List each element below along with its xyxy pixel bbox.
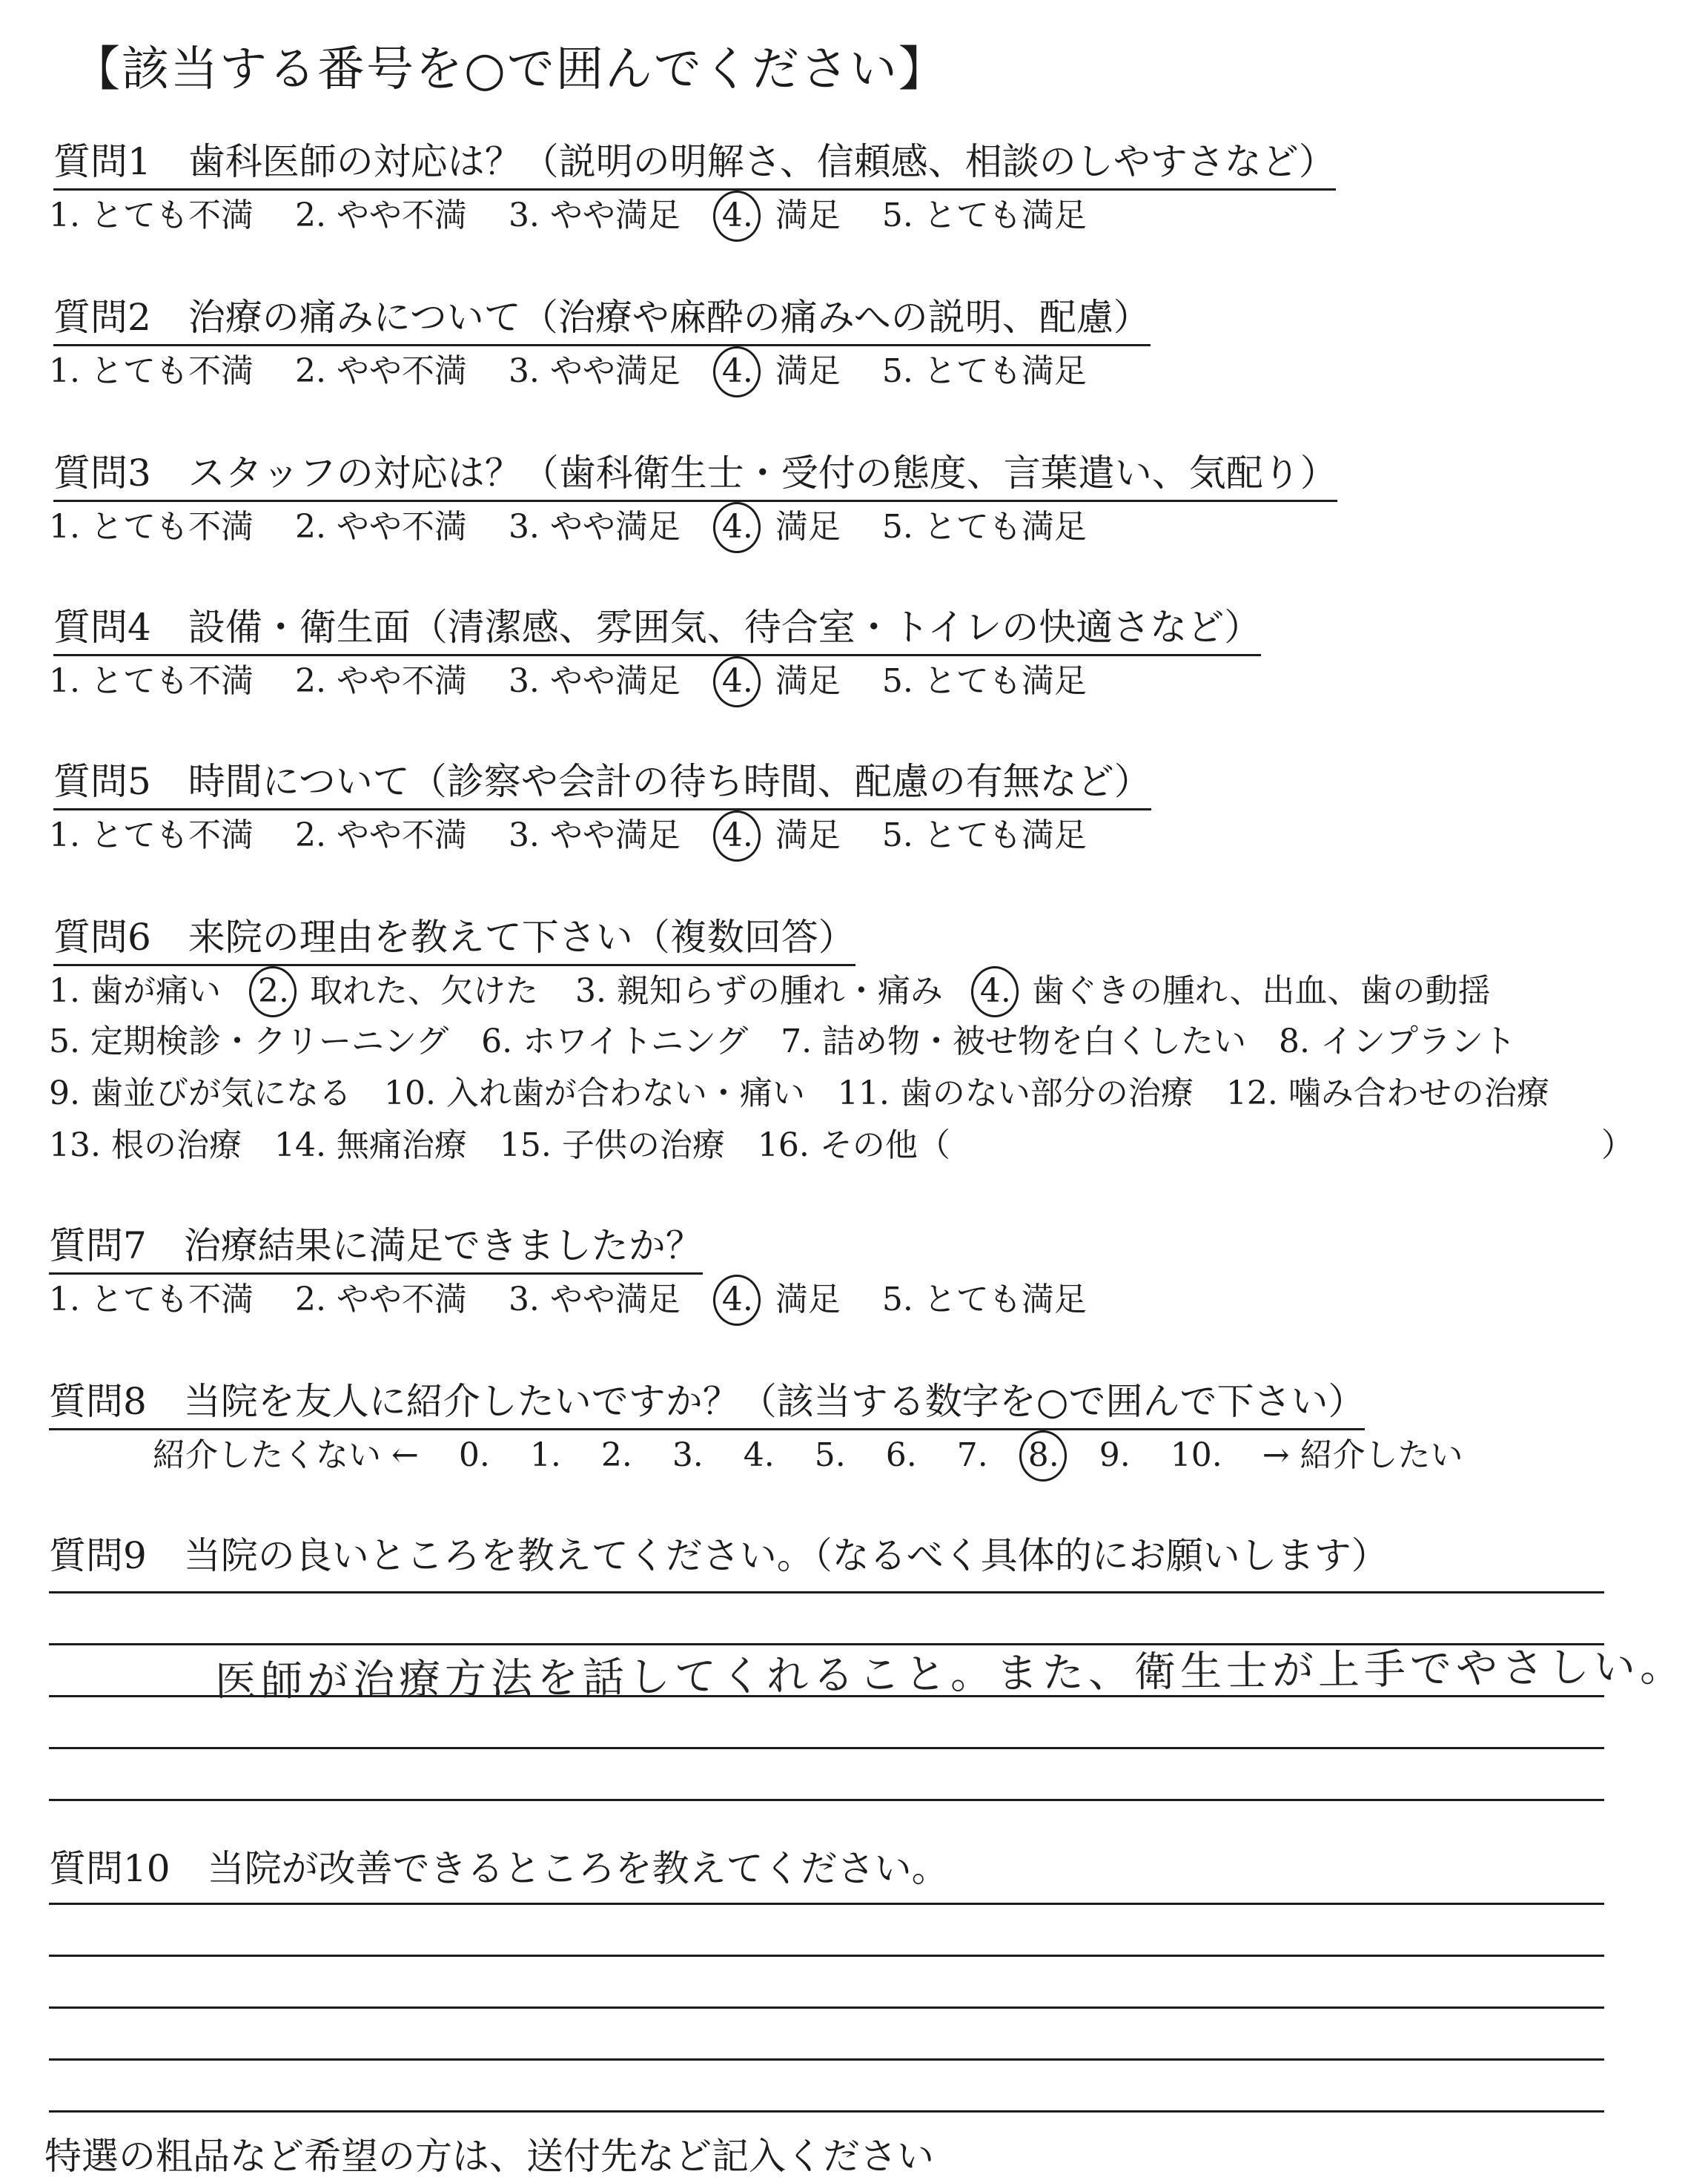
reason-3[interactable]: 3. 親知らずの腫れ・痛み [575, 972, 943, 1010]
option-1[interactable]: 1. とても不満 [49, 816, 254, 854]
score-0[interactable]: 0. [458, 1436, 490, 1474]
option-2[interactable]: 2. やや不満 [294, 662, 467, 700]
reason-4-circled[interactable]: 4. [979, 972, 1011, 1010]
reason-1[interactable]: 1. 歯が痛い [49, 972, 221, 1010]
answer-line [49, 1955, 1604, 1957]
answer-line [49, 1799, 1604, 1801]
option-5[interactable]: 5. とても満足 [881, 662, 1087, 700]
question-6-options-row-3[interactable]: 9. 歯並びが気になる 10. 入れ歯が合わない・痛い 11. 歯のない部分の治療 12. 噛み合わせの治療 [49, 1074, 1549, 1112]
option-4-label: 満足 [775, 508, 841, 546]
question-5-title: 質問5 時間について（診察や会計の待ち時間、配慮の有無など） [53, 752, 1151, 810]
option-3[interactable]: 3. やや満足 [508, 662, 681, 700]
option-4-label: 満足 [775, 662, 841, 700]
answer-line [49, 1591, 1604, 1593]
answer-line [49, 1747, 1604, 1749]
option-1[interactable]: 1. とても不満 [49, 352, 254, 390]
score-5[interactable]: 5. [814, 1436, 846, 1474]
option-1[interactable]: 1. とても不満 [49, 1281, 254, 1318]
answer-line [49, 1903, 1604, 1905]
question-9-title: 質問9 当院の良いところを教えてください。（なるべく具体的にお願いします） [49, 1534, 1388, 1577]
scale-left-label: 紹介したくない ← [153, 1436, 419, 1474]
option-4-circled[interactable]: 4. [721, 1281, 753, 1318]
option-3[interactable]: 3. やや満足 [508, 508, 681, 546]
question-4-options [49, 654, 1087, 701]
option-5[interactable]: 5. とても満足 [881, 352, 1087, 390]
reason-4-label: 歯ぐきの腫れ、出血、歯の動揺 [1031, 972, 1491, 1010]
question-7-options [49, 1272, 1087, 1320]
option-5[interactable]: 5. とても満足 [881, 196, 1087, 234]
answer-line [49, 2006, 1604, 2009]
score-1[interactable]: 1. [529, 1436, 561, 1474]
option-4-label: 満足 [775, 1281, 841, 1318]
option-4-circled[interactable]: 4. [721, 662, 753, 700]
question-6-options-row-2[interactable]: 5. 定期検診・クリーニング 6. ホワイトニング 7. 詰め物・被せ物を白くしたい 8. インプラント [49, 1023, 1517, 1060]
option-5[interactable]: 5. とても満足 [881, 1281, 1087, 1318]
answer-line [49, 2110, 1604, 2113]
option-5[interactable]: 5. とても満足 [881, 508, 1087, 546]
question-6-other-close: ） [1601, 1126, 1634, 1164]
question-4-title: 質問4 設備・衛生面（清潔感、雰囲気、待合室・トイレの快適さなど） [53, 598, 1261, 656]
option-4-circled[interactable]: 4. [721, 352, 753, 390]
score-9[interactable]: 9. [1099, 1436, 1131, 1474]
question-1-options [49, 188, 1087, 236]
score-8-circled[interactable]: 8. [1027, 1436, 1059, 1474]
question-1-title: 質問1 歯科医師の対応は？（説明の明解さ、信頼感、相談のしやすさなど） [53, 132, 1336, 191]
option-1[interactable]: 1. とても不満 [49, 196, 254, 234]
score-2[interactable]: 2. [600, 1436, 632, 1474]
question-3-options [49, 500, 1087, 547]
option-3[interactable]: 3. やや満足 [508, 352, 681, 390]
option-2[interactable]: 2. やや不満 [294, 508, 467, 546]
question-2-options [49, 344, 1087, 392]
option-3[interactable]: 3. やや満足 [508, 816, 681, 854]
form-instruction-header: 【該当する番号を○で囲んでください】 [73, 42, 947, 97]
question-10-title: 質問10 当院が改善できるところを教えてください。 [49, 1847, 949, 1890]
option-2[interactable]: 2. やや不満 [294, 816, 467, 854]
option-4-label: 満足 [775, 196, 841, 234]
question-6-title: 質問6 来院の理由を教えて下さい（複数回答） [53, 908, 855, 966]
score-4[interactable]: 4. [743, 1436, 775, 1474]
option-4-circled[interactable]: 4. [721, 508, 753, 546]
question-5-options [49, 808, 1087, 856]
option-4-label: 満足 [775, 816, 841, 854]
reason-2-label: 取れた、欠けた [309, 972, 538, 1010]
question-2-title: 質問2 治療の痛みについて（治療や麻酔の痛みへの説明、配慮） [53, 288, 1151, 346]
footer-partial-text: 特選の粗品など希望の方は、送付先など記入ください [44, 2135, 934, 2178]
option-5[interactable]: 5. とても満足 [881, 816, 1087, 854]
option-4-circled[interactable]: 4. [721, 816, 753, 854]
answer-line [49, 2058, 1604, 2061]
question-3-title: 質問3 スタッフの対応は？（歯科衛生士・受付の態度、言葉遣い、気配り） [53, 443, 1337, 502]
score-10[interactable]: 10. [1170, 1436, 1222, 1474]
option-4-circled[interactable]: 4. [721, 196, 753, 234]
option-1[interactable]: 1. とても不満 [49, 508, 254, 546]
scale-right-label: → 紹介したい [1262, 1436, 1463, 1474]
question-7-title: 質問7 治療結果に満足できましたか？ [49, 1216, 703, 1275]
score-3[interactable]: 3. [672, 1436, 704, 1474]
option-2[interactable]: 2. やや不満 [294, 352, 467, 390]
option-1[interactable]: 1. とても不満 [49, 662, 254, 700]
option-2[interactable]: 2. やや不満 [294, 196, 467, 234]
question-6-options-row-1 [49, 964, 1491, 1011]
option-4-label: 満足 [775, 352, 841, 390]
question-8-title: 質問8 当院を友人に紹介したいですか？（該当する数字を○で囲んで下さい） [49, 1372, 1365, 1430]
question-9-handwritten-answer[interactable]: 医師が治療方法を話してくれること。また、衛生士が上手でやさしい。 [214, 1642, 1687, 1706]
option-3[interactable]: 3. やや満足 [508, 196, 681, 234]
reason-2-circled[interactable]: 2. [257, 972, 289, 1010]
option-2[interactable]: 2. やや不満 [294, 1281, 467, 1318]
question-8-scale [153, 1428, 1463, 1476]
score-6[interactable]: 6. [885, 1436, 917, 1474]
score-7[interactable]: 7. [956, 1436, 988, 1474]
option-3[interactable]: 3. やや満足 [508, 1281, 681, 1318]
question-6-options-row-4[interactable]: 13. 根の治療 14. 無痛治療 15. 子供の治療 16. その他（ [49, 1126, 950, 1164]
